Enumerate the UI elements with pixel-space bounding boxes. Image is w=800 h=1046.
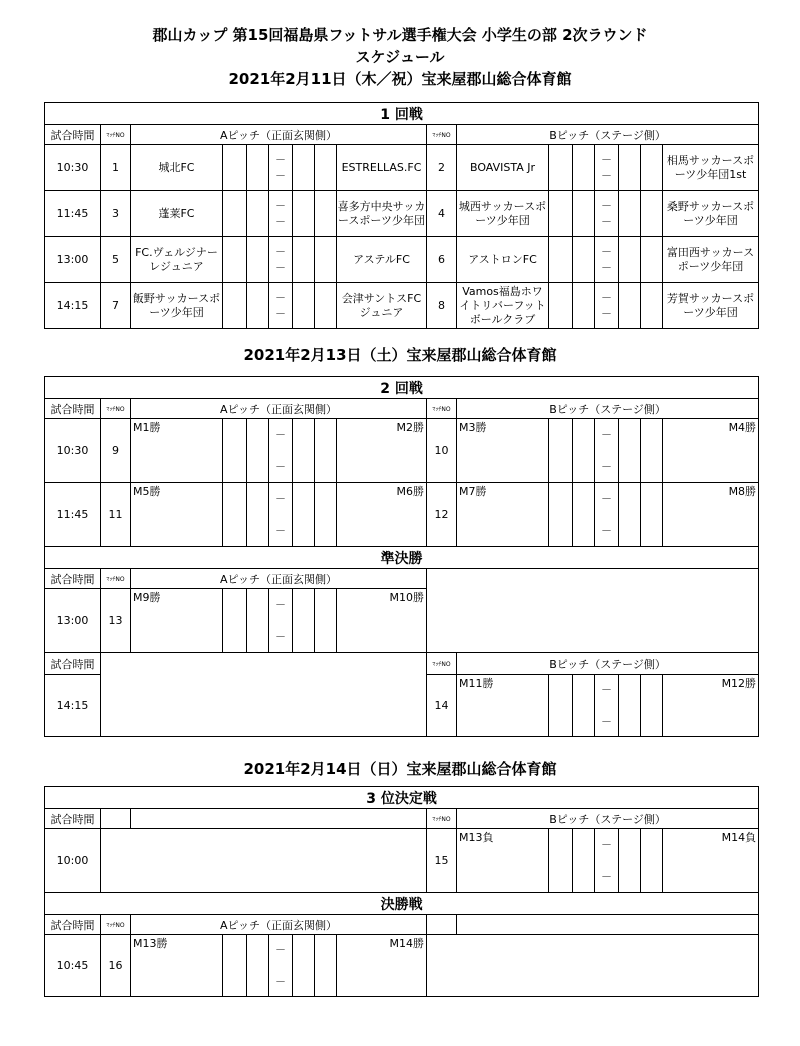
score-separator: － －	[269, 935, 293, 997]
table-row	[45, 483, 759, 547]
team-away: 喜多方中央サッカースポーツ少年団	[337, 191, 427, 237]
team-away: 桑野サッカースポーツ少年団	[663, 191, 759, 237]
match-time: 10:45	[45, 935, 101, 997]
date-venue-2: 2021年2月13日（土）宝来屋郡山総合体育館	[243, 346, 557, 364]
match-no-header: ﾏｯﾁNO	[101, 399, 131, 419]
table-row	[45, 191, 759, 237]
final-table	[44, 786, 759, 997]
match-time: 10:00	[45, 829, 101, 893]
empty-cell	[427, 935, 759, 997]
score-separator: － －	[595, 191, 619, 237]
time-header: 試合時間	[45, 399, 101, 419]
score-separator: － －	[595, 237, 619, 283]
final-title: 決勝戦	[45, 893, 759, 915]
team-home: M5勝	[131, 483, 223, 547]
table-row	[45, 829, 759, 893]
tournament-title: 郡山カップ 第15回福島県フットサル選手権大会 小学生の部 2次ラウンド	[152, 26, 648, 44]
round1-title: 1 回戦	[45, 103, 759, 125]
pitch-b-header: Bピッチ（ステージ側）	[457, 399, 759, 419]
team-home: M1勝	[131, 419, 223, 483]
match-no-header: ﾏｯﾁNO	[101, 915, 131, 935]
match-time: 14:15	[45, 675, 101, 737]
team-home: M13勝	[131, 935, 223, 997]
match-no-header: ﾏｯﾁNO	[427, 809, 457, 829]
match-time: 10:30	[45, 419, 101, 483]
time-header: 試合時間	[45, 125, 101, 145]
team-away: ESTRELLAS.FC	[337, 145, 427, 191]
score-separator: － －	[595, 283, 619, 329]
team-home: M3勝	[457, 419, 549, 483]
score-separator: － －	[595, 145, 619, 191]
team-away: 会津サントスFCジュニア	[337, 283, 427, 329]
score-separator: － －	[269, 483, 293, 547]
team-away: M10勝	[337, 589, 427, 653]
time-header: 試合時間	[45, 653, 101, 675]
table-row	[45, 145, 759, 191]
pitch-b-header: Bピッチ（ステージ側）	[457, 653, 759, 675]
table-row	[45, 283, 759, 329]
empty-cell	[101, 829, 427, 893]
team-home: FC.ヴェルジナーレジュニア	[131, 237, 223, 283]
match-no-header: ﾏｯﾁNO	[101, 125, 131, 145]
score-separator: － －	[269, 145, 293, 191]
pitch-a-header: Aピッチ（正面玄関側）	[131, 915, 427, 935]
empty-cell	[131, 809, 427, 829]
match-no: 3	[101, 191, 131, 237]
round2-table	[44, 376, 759, 737]
team-away: アステルFC	[337, 237, 427, 283]
match-no-header: ﾏｯﾁNO	[101, 569, 131, 589]
team-away: M14負	[663, 829, 759, 893]
score-separator: － －	[595, 483, 619, 547]
score-separator: － －	[269, 419, 293, 483]
team-away: M2勝	[337, 419, 427, 483]
match-no: 16	[101, 935, 131, 997]
schedule-subtitle: スケジュール	[355, 48, 445, 66]
match-no: 13	[101, 589, 131, 653]
table-row	[45, 419, 759, 483]
team-home: 城西サッカースポーツ少年団	[457, 191, 549, 237]
team-home: アストロンFC	[457, 237, 549, 283]
match-no: 10	[427, 419, 457, 483]
team-away: M12勝	[663, 675, 759, 737]
date-venue-1: 2021年2月11日（木／祝）宝来屋郡山総合体育館	[228, 70, 572, 88]
team-home: M11勝	[457, 675, 549, 737]
round2-title: 2 回戦	[45, 377, 759, 399]
date-venue-3: 2021年2月14日（日）宝来屋郡山総合体育館	[243, 760, 557, 778]
pitch-b-header: Bピッチ（ステージ側）	[457, 125, 759, 145]
time-header: 試合時間	[45, 915, 101, 935]
team-home: 城北FC	[131, 145, 223, 191]
team-home: 蓬莱FC	[131, 191, 223, 237]
match-no: 2	[427, 145, 457, 191]
match-time: 11:45	[45, 191, 101, 237]
score-separator: － －	[269, 283, 293, 329]
match-no-header: ﾏｯﾁNO	[427, 653, 457, 675]
match-no: 15	[427, 829, 457, 893]
time-header: 試合時間	[45, 569, 101, 589]
pitch-a-header: Aピッチ（正面玄関側）	[131, 399, 427, 419]
team-away: 相馬サッカースポーツ少年団1st	[663, 145, 759, 191]
match-no: 1	[101, 145, 131, 191]
match-no: 9	[101, 419, 131, 483]
match-no-header: ﾏｯﾁNO	[427, 125, 457, 145]
team-away: M14勝	[337, 935, 427, 997]
team-away: M8勝	[663, 483, 759, 547]
match-time: 13:00	[45, 237, 101, 283]
score-separator: － －	[269, 191, 293, 237]
match-time: 14:15	[45, 283, 101, 329]
team-home: Vamos福島ホワイトリバーフットボールクラブ	[457, 283, 549, 329]
match-time: 13:00	[45, 589, 101, 653]
match-no: 5	[101, 237, 131, 283]
empty-cell	[457, 915, 759, 935]
round1-table	[44, 102, 759, 329]
pitch-b-header: Bピッチ（ステージ側）	[457, 809, 759, 829]
team-away: M6勝	[337, 483, 427, 547]
match-no: 7	[101, 283, 131, 329]
score-separator: － －	[595, 829, 619, 893]
team-home: M9勝	[131, 589, 223, 653]
team-home: M7勝	[457, 483, 549, 547]
match-no: 4	[427, 191, 457, 237]
table-row	[45, 237, 759, 283]
pitch-a-header: Aピッチ（正面玄関側）	[131, 125, 427, 145]
match-time: 10:30	[45, 145, 101, 191]
semi-title: 準決勝	[45, 547, 759, 569]
match-no: 8	[427, 283, 457, 329]
pitch-a-header: Aピッチ（正面玄関側）	[131, 569, 427, 589]
score-separator: － －	[269, 589, 293, 653]
time-header: 試合時間	[45, 809, 101, 829]
score-separator: － －	[595, 675, 619, 737]
score-separator: － －	[269, 237, 293, 283]
third-place-title: 3 位決定戦	[45, 787, 759, 809]
team-away: 富田西サッカースポーツ少年団	[663, 237, 759, 283]
match-no: 6	[427, 237, 457, 283]
team-home: 飯野サッカースポーツ少年団	[131, 283, 223, 329]
match-no: 11	[101, 483, 131, 547]
empty-cell	[427, 569, 759, 653]
empty-cell	[101, 653, 427, 737]
match-no: 12	[427, 483, 457, 547]
team-home: M13負	[457, 829, 549, 893]
match-no-header: ﾏｯﾁNO	[427, 399, 457, 419]
team-away: M4勝	[663, 419, 759, 483]
team-home: BOAVISTA Jr	[457, 145, 549, 191]
team-away: 芳賀サッカースポーツ少年団	[663, 283, 759, 329]
match-time: 11:45	[45, 483, 101, 547]
table-row	[45, 935, 759, 997]
score-separator: － －	[595, 419, 619, 483]
match-no: 14	[427, 675, 457, 737]
